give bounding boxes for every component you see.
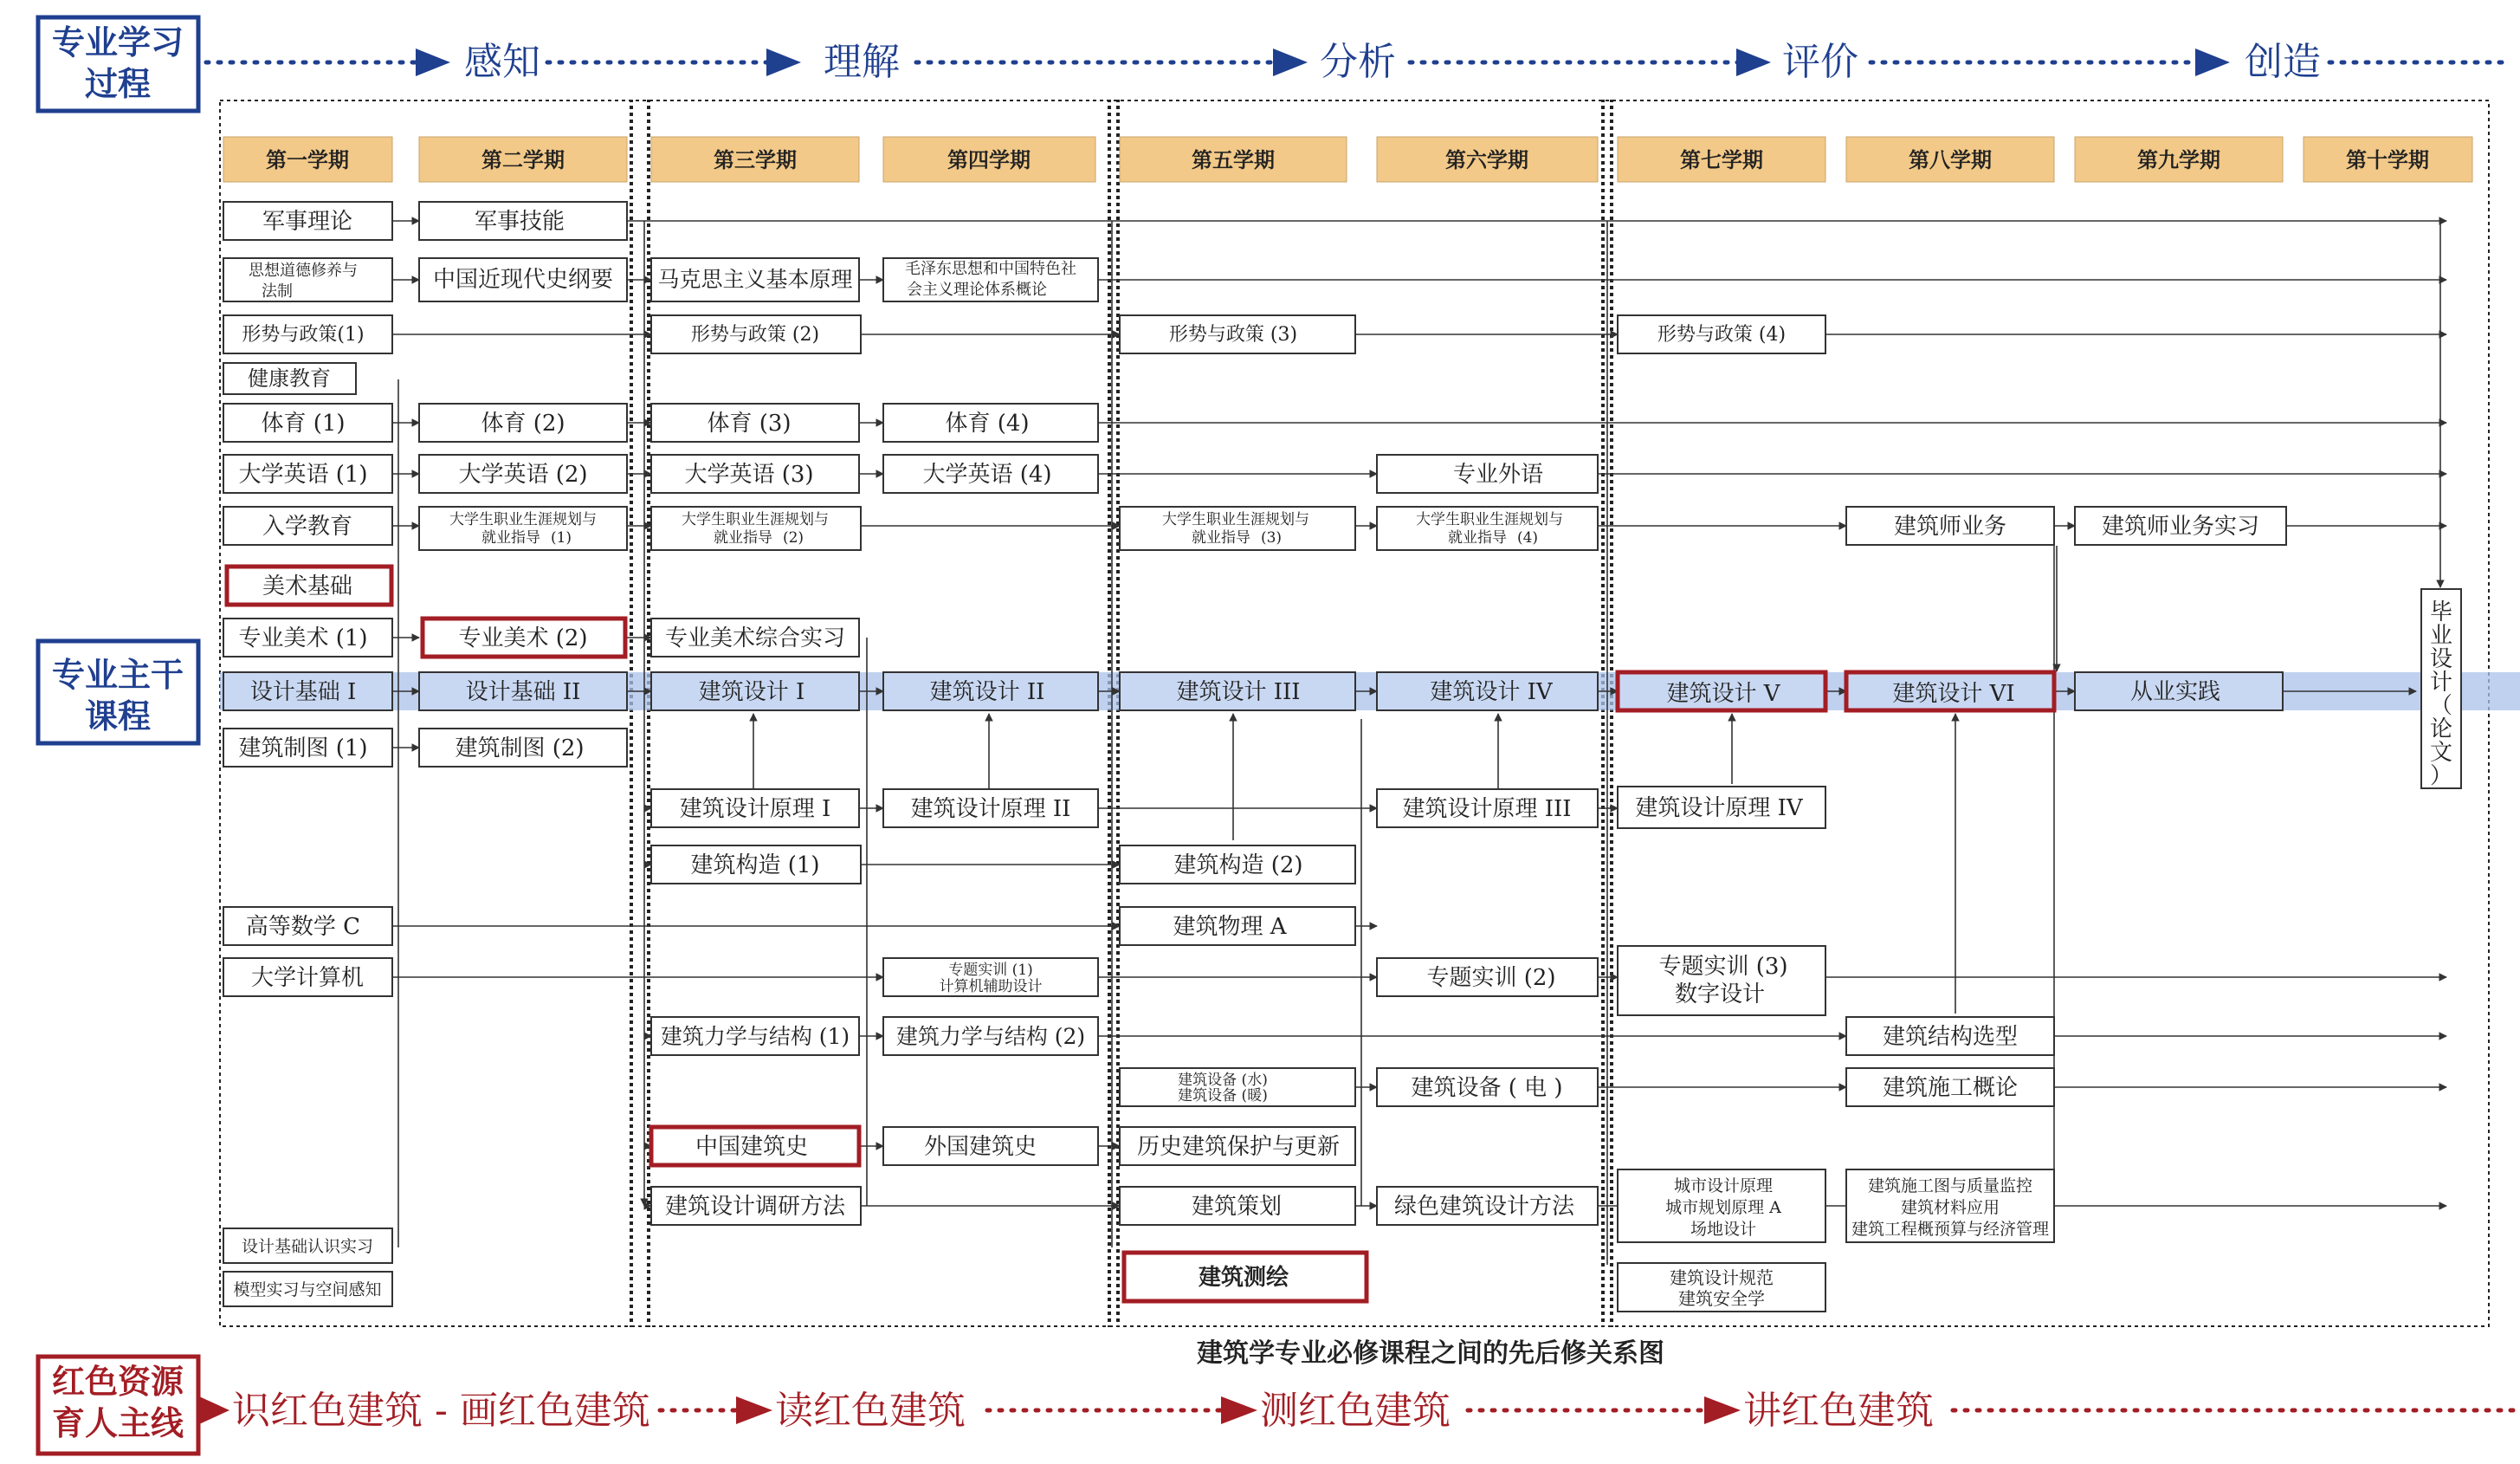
course-mechanics-2: 建筑力学与结构 (2) <box>895 1024 1086 1049</box>
course-pe-3: 体育 (3) <box>707 411 792 437</box>
course-career-2-line2: 就业指导 <box>481 529 540 547</box>
red-step-read: 读红色建筑 <box>775 1389 966 1433</box>
course-orientation: 入学教育 <box>262 514 353 540</box>
course-policy-3: 形势与政策 (3) <box>1168 324 1298 346</box>
course-art-practice: 专业美术综合实习 <box>664 625 846 651</box>
semester-5: 第五学期 <box>1192 147 1275 172</box>
course-design-3: 建筑设计 III <box>1176 679 1301 705</box>
course-training-1-line1: 专题实训 (1) <box>948 962 1033 979</box>
course-principles-4: 建筑设计原理 IV <box>1635 795 1803 821</box>
course-mao-line2: 会主义理论体系概论 <box>907 281 1047 299</box>
course-graduation-thesis <box>2430 599 2452 789</box>
course-urban-design: 城市设计原理 <box>1673 1176 1774 1195</box>
course-construction-intro: 建筑施工概论 <box>1882 1075 2019 1101</box>
course-construction-drawings: 建筑施工图与质量监控 <box>1867 1176 2033 1195</box>
stage-perceive: 感知 <box>464 40 540 84</box>
course-career-3-num: (2) <box>782 529 804 547</box>
course-foreign-history: 外国建筑史 <box>923 1134 1037 1160</box>
course-mao-line1: 毛泽东思想和中国特色社 <box>905 260 1076 278</box>
course-art-basics: 美术基础 <box>262 573 353 599</box>
course-training-3-line1: 专题实训 (3) <box>1658 954 1788 980</box>
course-design-6: 建筑设计 VI <box>1892 681 2015 707</box>
semester-6: 第六学期 <box>1445 147 1528 172</box>
course-pe-1: 体育 (1) <box>261 411 346 437</box>
red-resource-label-line2: 育人主线 <box>51 1403 184 1442</box>
course-design-1: 建筑设计 I <box>698 679 805 705</box>
semester-9: 第九学期 <box>2137 147 2220 172</box>
course-construction-2: 建筑构造 (2) <box>1173 852 1303 878</box>
course-structural-selection: 建筑结构选型 <box>1882 1024 2019 1050</box>
course-equipment-1-line1: 建筑设备 (水) <box>1178 1072 1268 1089</box>
course-english-1: 大学英语 (1) <box>238 462 368 488</box>
course-career-3-line2: 就业指导 <box>714 529 772 547</box>
course-career-2-line1: 大学生职业生涯规划与 <box>449 511 597 528</box>
course-training-2: 专题实训 (2) <box>1426 965 1556 991</box>
course-art-2: 专业美术 (2) <box>458 625 588 651</box>
course-career-6-num: (4) <box>1516 529 1539 547</box>
diagram-caption: 建筑学专业必修课程之间的先后修关系图 <box>1197 1338 1664 1369</box>
svg-text:计: 计 <box>2429 670 2453 696</box>
course-construction-1: 建筑构造 (1) <box>690 852 820 878</box>
course-career-2-num: (1) <box>550 529 572 547</box>
core-course-label-line2: 课程 <box>84 696 152 735</box>
course-research-methods: 建筑设计调研方法 <box>664 1194 846 1220</box>
core-course-label-line1: 专业主干 <box>51 655 184 694</box>
course-design-2: 建筑设计 II <box>929 679 1045 705</box>
red-step-identify-draw: 识红色建筑 - 画红色建筑 <box>232 1389 650 1433</box>
svg-text:毕: 毕 <box>2429 599 2453 625</box>
red-step-survey: 测红色建筑 <box>1260 1389 1451 1433</box>
svg-text:文: 文 <box>2429 740 2453 766</box>
red-step-narrate: 讲红色建筑 <box>1743 1389 1934 1433</box>
course-heritage: 历史建筑保护与更新 <box>1136 1134 1341 1160</box>
course-safety: 建筑安全学 <box>1678 1288 1765 1309</box>
course-ideology-line2: 法制 <box>262 282 293 301</box>
course-architect-practice: 建筑师业务 <box>1893 514 2007 540</box>
course-site-design: 场地设计 <box>1690 1220 1757 1239</box>
course-equipment-2: 建筑设备 ( 电 ) <box>1411 1075 1563 1101</box>
course-career-5-line1: 大学生职业生涯规划与 <box>1162 511 1309 528</box>
course-design-5: 建筑设计 V <box>1666 681 1780 707</box>
course-prof-english: 专业外语 <box>1452 462 1544 488</box>
course-health-education: 健康教育 <box>248 366 331 391</box>
course-career-3-line1: 大学生职业生涯规划与 <box>682 511 829 528</box>
semester-8: 第八学期 <box>1909 147 1992 172</box>
course-english-4: 大学英语 (4) <box>922 462 1052 488</box>
svg-text:设: 设 <box>2429 646 2453 672</box>
course-principles-2: 建筑设计原理 II <box>910 796 1071 822</box>
course-drawing-1: 建筑制图 (1) <box>238 735 368 761</box>
semester-10: 第十学期 <box>2346 147 2429 172</box>
course-modern-history: 中国近现代史纲要 <box>432 267 614 293</box>
red-resource-label-line1: 红色资源 <box>51 1362 184 1401</box>
course-model-practice: 模型实习与空间感知 <box>233 1280 382 1299</box>
course-ideology-line1: 思想道德修养与 <box>249 262 358 280</box>
learning-process-label-line1: 专业学习 <box>51 23 184 62</box>
course-military-skills: 军事技能 <box>474 209 565 235</box>
semester-2: 第二学期 <box>481 147 565 172</box>
course-physics-a: 建筑物理 A <box>1173 914 1287 940</box>
learning-process-label-line2: 过程 <box>84 64 152 103</box>
prerequisite-arrows <box>393 221 2446 1265</box>
course-training-1-line2: 计算机辅助设计 <box>939 978 1043 995</box>
course-pe-4: 体育 (4) <box>945 411 1030 437</box>
course-surveying: 建筑测绘 <box>1198 1265 1289 1291</box>
course-chinese-history: 中国建筑史 <box>695 1134 809 1160</box>
course-design-codes: 建筑设计规范 <box>1670 1267 1774 1288</box>
svg-text:（: （ <box>2429 693 2453 719</box>
stage-analyze: 分析 <box>1320 40 1396 84</box>
course-math-c: 高等数学 C <box>245 914 361 940</box>
course-art-1: 专业美术 (1) <box>238 625 368 651</box>
course-architect-internship: 建筑师业务实习 <box>2101 514 2260 540</box>
stage-understand: 理解 <box>824 40 900 84</box>
course-design-basics-2: 设计基础 II <box>465 679 581 705</box>
course-english-2: 大学英语 (2) <box>458 462 588 488</box>
course-principles-1: 建筑设计原理 I <box>679 796 831 822</box>
course-urban-planning: 城市规划原理 A <box>1665 1198 1781 1217</box>
stage-create: 创造 <box>2245 40 2321 84</box>
course-design-cognition: 设计基础认识实习 <box>241 1237 374 1256</box>
course-policy-4: 形势与政策 (4) <box>1657 324 1787 346</box>
course-equipment-1-line2: 建筑设备 (暖) <box>1178 1087 1268 1104</box>
semester-1: 第一学期 <box>266 147 349 172</box>
svg-text:）: ） <box>2429 763 2453 789</box>
course-training-3-line2: 数字设计 <box>1674 981 1766 1007</box>
course-career-5-line2: 就业指导 <box>1192 529 1250 547</box>
course-professional-practice: 从业实践 <box>2129 679 2221 705</box>
course-drawing-2: 建筑制图 (2) <box>455 735 585 761</box>
course-green-design: 绿色建筑设计方法 <box>1393 1194 1575 1220</box>
course-marxism: 马克思主义基本原理 <box>657 267 853 292</box>
course-budget: 建筑工程概预算与经济管理 <box>1851 1220 2050 1239</box>
course-career-5-num: (3) <box>1260 529 1283 547</box>
course-materials: 建筑材料应用 <box>1900 1198 2000 1217</box>
course-principles-3: 建筑设计原理 III <box>1402 796 1572 822</box>
course-military-theory: 军事理论 <box>262 209 353 235</box>
course-pe-2: 体育 (2) <box>481 411 565 437</box>
semester-7: 第七学期 <box>1680 147 1763 172</box>
course-english-3: 大学英语 (3) <box>684 462 814 488</box>
course-policy-1: 形势与政策(1) <box>242 324 365 346</box>
course-career-6-line1: 大学生职业生涯规划与 <box>1416 511 1563 528</box>
semester-4: 第四学期 <box>947 147 1031 172</box>
course-policy-2: 形势与政策 (2) <box>690 324 820 346</box>
course-mechanics-1: 建筑力学与结构 (1) <box>660 1024 850 1049</box>
course-programming: 建筑策划 <box>1191 1194 1283 1220</box>
course-design-4: 建筑设计 IV <box>1430 679 1553 705</box>
course-design-basics-1: 设计基础 I <box>249 679 357 705</box>
semester-3: 第三学期 <box>714 147 797 172</box>
stage-evaluate: 评价 <box>1782 40 1858 84</box>
svg-text:论: 论 <box>2429 716 2453 742</box>
svg-text:业: 业 <box>2429 623 2453 649</box>
course-career-6-line2: 就业指导 <box>1448 529 1507 547</box>
course-computer: 大学计算机 <box>250 965 365 991</box>
